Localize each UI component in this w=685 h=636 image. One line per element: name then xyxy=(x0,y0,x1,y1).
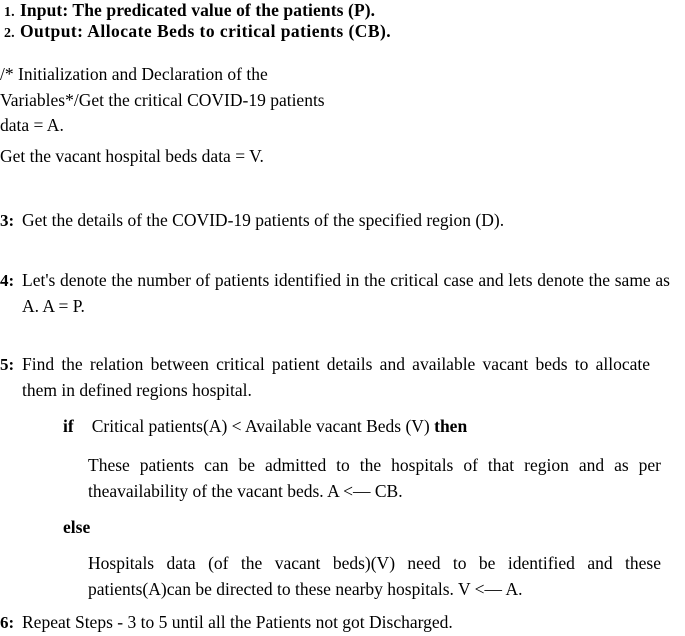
if-condition-expression: Critical patients(A) < Available vacant Beds (V) xyxy=(91,416,430,436)
then-branch-body xyxy=(88,453,661,504)
step-3-text: Get the details of the COVID-19 patients of the specified region (D). xyxy=(22,210,505,230)
conditional-if-row xyxy=(63,414,467,439)
else-keyword: else xyxy=(63,517,91,537)
then-keyword: then xyxy=(434,416,468,436)
algorithm-step-6 xyxy=(0,610,685,636)
step-4-text: Let's denote the number of patients identified in the critical case and lets denote the same as A. A = P. xyxy=(22,270,670,316)
algorithm-output-line xyxy=(0,19,391,46)
if-keyword: if xyxy=(63,416,74,436)
step-3-number: 3: xyxy=(0,211,15,230)
algorithm-step-5 xyxy=(0,352,650,403)
vacant-beds-line xyxy=(0,144,420,169)
algorithm-step-3 xyxy=(0,208,685,234)
vacant-beds-text: Get the vacant hospital beds data = V. xyxy=(0,146,264,166)
else-branch-text: Hospitals data (of the vacant beds)(V) need to be identified and these patients(A)can be directed to these nearby hospitals. V <— A. xyxy=(88,553,661,599)
output-line-label: Output: Allocate Beds to critical patients (CB). xyxy=(20,21,392,41)
input-line-label: Input: The predicated value of the patients (P). xyxy=(20,0,376,20)
input-line-number: 1. xyxy=(4,5,15,20)
step-5-text: Find the relation between critical patient details and available vacant beds to allocate them in defined regions hospital. xyxy=(22,354,650,400)
step-6-number: 6: xyxy=(0,613,15,632)
algorithm-step-4 xyxy=(0,268,670,319)
output-line-number: 2. xyxy=(4,26,15,41)
step-4-number: 4: xyxy=(0,271,15,290)
then-branch-text: These patients can be admitted to the hospitals of that region and as per theavailability of the vacant beds. A <— CB. xyxy=(88,455,661,501)
else-branch-body xyxy=(88,551,661,602)
step-6-text: Repeat Steps - 3 to 5 until all the Patients not got Discharged. xyxy=(22,612,453,632)
step-5-number: 5: xyxy=(0,355,15,374)
initialization-comment-block xyxy=(0,62,330,139)
initialization-comment-text: /* Initialization and Declaration of the Variables*/Get the critical COVID-19 patients data = A. xyxy=(0,64,325,135)
